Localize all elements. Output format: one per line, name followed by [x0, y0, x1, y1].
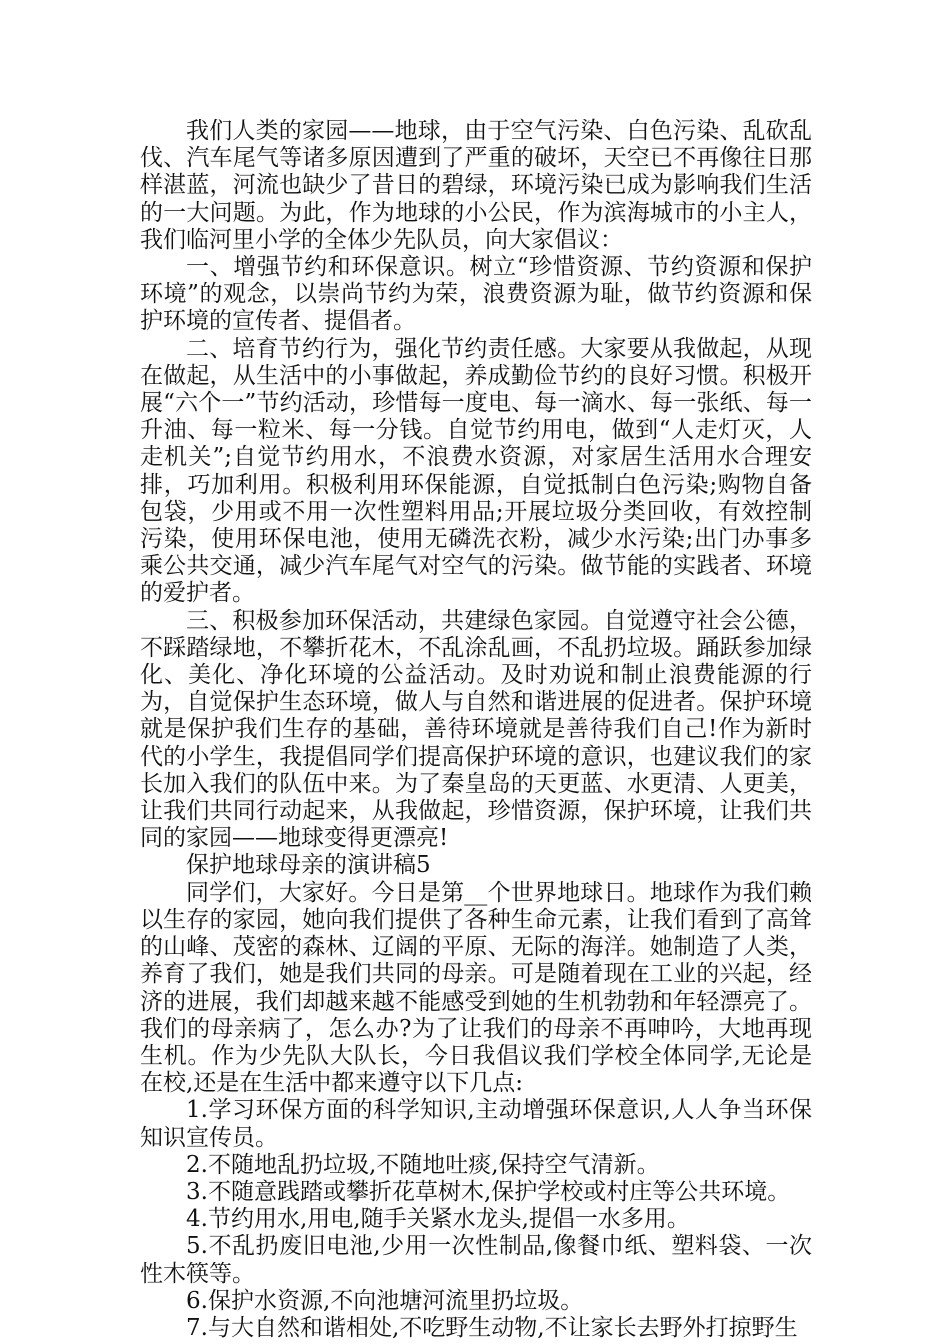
list-item-2: 2.不随地乱扔垃圾,不随地吐痰,保持空气清新。 — [186, 1151, 660, 1178]
document-page — [140, 118, 812, 1342]
list-item-5: 5.不乱扔废旧电池,少用一次性制品,像餐巾纸、塑料袋、一次性木筷等。 — [140, 1233, 812, 1287]
paragraph-point-three: 三、积极参加环保活动，共建绿色家园。自觉遵守社会公德，不踩踏绿地，不攀折花木，不乱涂乱画，不乱扔垃圾。踊跃参加绿化、美化、净化环境的公益活动。及时劝说和制止浪费能源的行为，自觉保护生态环境，做人与自然和谐进展的促进者。保护环境就是保护我们生存的基础，善待环境就是善待我们自己!作为新时代的小学生，我提倡同学们提高保护环境的意识，也建议我们的家长加入我们的队伍中来。为了秦皇岛的天更蓝、水更清、人更美，让我们共同行动起来，从我做起，珍惜资源，保护环境，让我们共同的家园——地球变得更漂亮! — [140, 607, 812, 852]
list-item-7: 7.与大自然和谐相处,不吃野生动物,不让家长去野外打掠野生 — [186, 1314, 798, 1341]
paragraph-point-two: 二、培育节约行为，强化节约责任感。大家要从我做起，从现在做起，从生活中的小事做起，养成勤俭节约的良好习惯。积极开展“六个一”节约活动，珍惜每一度电、每一滴水、每一张纸、每一升油、每一粒米、每一分钱。自觉节约用电，做到“人走灯灭，人走机关”;自觉节约用水，不浪费水资源，对家居生活用水合理安排，巧加利用。积极利用环保能源，自觉抵制白色污染;购物自备包袋，少用或不用一次性塑料用品;开展垃圾分类回收，有效控制污染，使用环保电池，使用无磷洗衣粉，减少水污染;出门办事多乘公共交通，减少汽车尾气对空气的污染。做节能的实践者、环境的爱护者。 — [140, 335, 812, 607]
list-item-1: 1.学习环保方面的科学知识,主动增强环保意识,人人争当环保知识宣传员。 — [140, 1097, 812, 1151]
list-item-4: 4.节约用水,用电,随手关紧水龙头,提倡一水多用。 — [186, 1206, 690, 1233]
paragraph-intro: 我们人类的家园——地球，由于空气污染、白色污染、乱砍乱伐、汽车尾气等诸多原因遭到了严重的破坏，天空已不再像往日那样湛蓝，河流也缺少了昔日的碧绿，环境污染已成为影响我们生活的一大问题。为此，作为地球的小公民，作为滨海城市的小主人，我们临河里小学的全体少先队员，向大家倡议： — [140, 118, 812, 253]
list-item-6: 6.保护水资源,不向池塘河流里扔垃圾。 — [186, 1287, 584, 1314]
section-heading: 保护地球母亲的演讲稿5 — [186, 852, 431, 879]
paragraph-point-one: 一、增强节约和环保意识。树立“珍惜资源、节约资源和保护环境”的观念，以崇尚节约为荣，浪费资源为耻，做节约资源和保护环境的宣传者、提倡者。 — [140, 254, 812, 335]
list-item-3: 3.不随意践踏或攀折花草树木,保护学校或村庄等公共环境。 — [186, 1178, 791, 1205]
paragraph-speech-intro: 同学们，大家好。今日是第__个世界地球日。地球作为我们赖以生存的家园，她向我们提供了各种生命元素，让我们看到了高耸的山峰、茂密的森林、辽阔的平原、无际的海洋。她制造了人类，养育了我们，她是我们共同的母亲。可是随着现在工业的兴起，经济的进展，我们却越来越不能感受到她的生机勃勃和年轻漂亮了。我们的母亲病了，怎么办?为了让我们的母亲不再呻吟，大地再现生机。作为少先队大队长，今日我倡议我们学校全体同学,无论是在校,还是在生活中都来遵守以下几点: — [140, 879, 812, 1097]
